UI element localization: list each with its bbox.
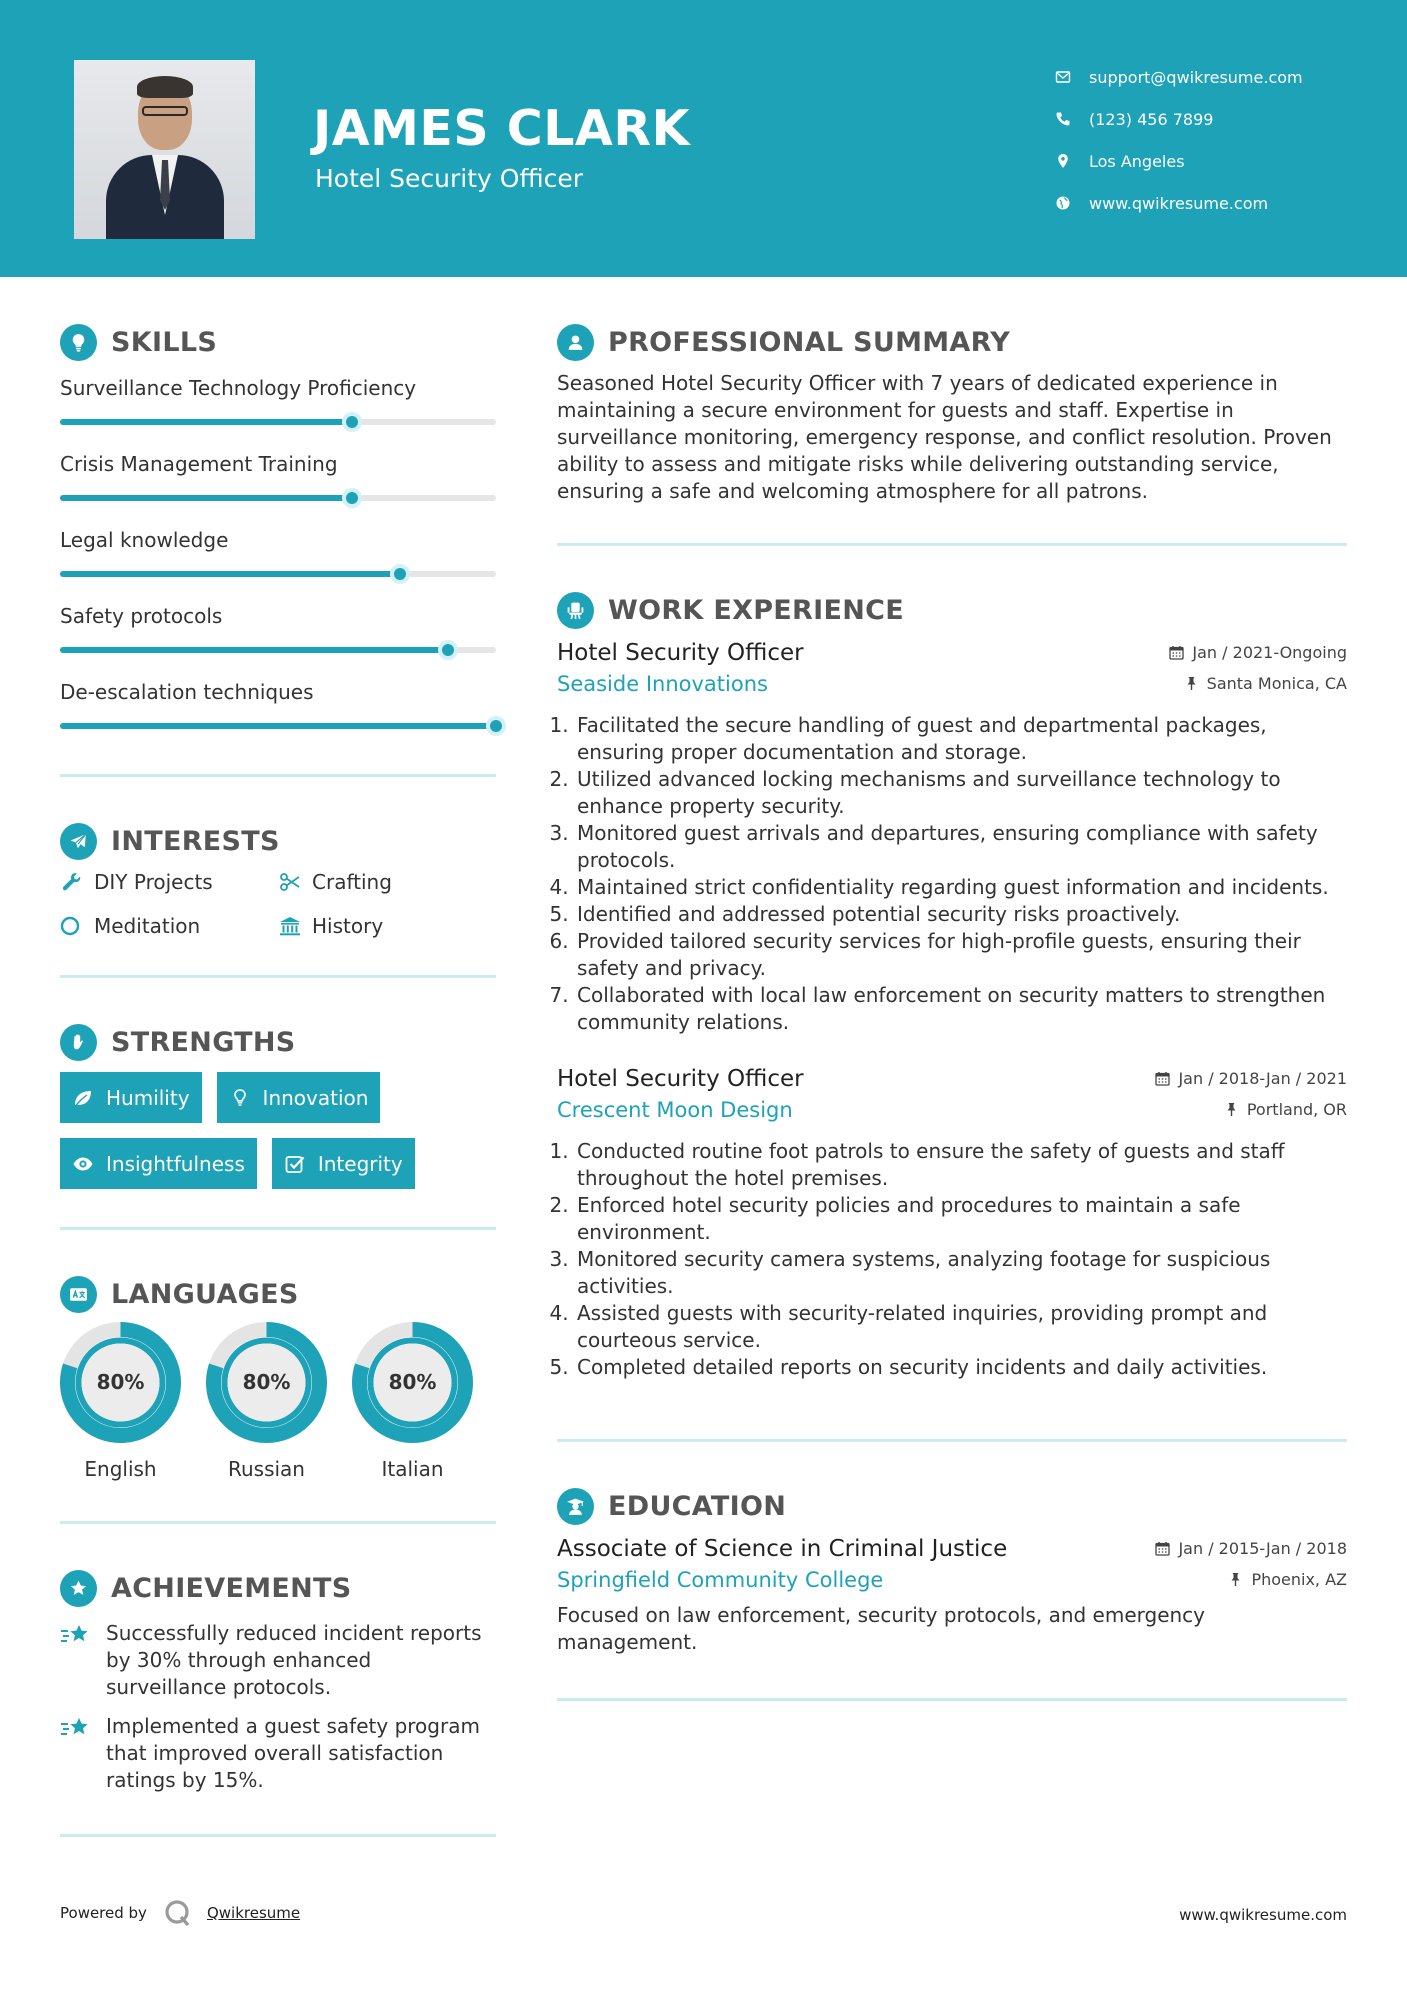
job-entry (557, 640, 1347, 1036)
language-donut (60, 1322, 181, 1443)
job-location (1184, 674, 1347, 693)
left-column (60, 320, 496, 1837)
education-title: EDUCATION (608, 1490, 787, 1522)
job-duty: 4. Maintained strict confidentiality regarding guest information and incidents. (575, 874, 1347, 901)
achievement-text: Successfully reduced incident reports by 30% through enhanced surveillance protocols. (106, 1621, 482, 1699)
languages-title: LANGUAGES (111, 1278, 299, 1310)
experience-title: WORK EXPERIENCE (608, 594, 904, 626)
hand-icon (60, 1024, 97, 1061)
strength-tag (60, 1138, 257, 1189)
check-square-icon (284, 1153, 306, 1175)
candidate-role: Hotel Security Officer (315, 164, 584, 193)
contact-website[interactable] (1055, 182, 1303, 224)
experience-heading (557, 588, 1347, 632)
summary-title: PROFESSIONAL SUMMARY (608, 326, 1011, 358)
achievement-item (60, 1713, 496, 1794)
star-badge-icon (60, 1570, 97, 1607)
globe-icon (1055, 195, 1089, 211)
language-percent: 80% (242, 1370, 291, 1394)
interest-label: Meditation (94, 914, 201, 938)
skill-item (60, 602, 496, 678)
right-column (557, 320, 1347, 1701)
lightbulb-icon (229, 1087, 251, 1109)
pushpin-icon (1224, 1102, 1239, 1117)
strength-label: Integrity (317, 1151, 403, 1176)
qwikresume-logo-icon (163, 1898, 193, 1928)
strength-label: Innovation (262, 1085, 369, 1110)
language-icon (60, 1276, 97, 1313)
interest-label: DIY Projects (94, 870, 213, 894)
job-location-text: Santa Monica, CA (1206, 674, 1347, 693)
language-item (206, 1322, 327, 1481)
achievement-text: Implemented a guest safety program that improved overall satisfaction ratings by 15%. (106, 1714, 480, 1792)
job-title: Hotel Security Officer (557, 640, 804, 666)
skill-item (60, 678, 496, 754)
language-item (60, 1322, 181, 1481)
skill-fill (60, 495, 352, 501)
education-heading (557, 1484, 1347, 1528)
skill-track (60, 495, 496, 501)
education-description: Focused on law enforcement, security protocols, and emergency management. (557, 1603, 1206, 1654)
skill-knob (342, 412, 362, 432)
strengths-list (60, 1072, 496, 1189)
job-duty: 1. Facilitated the secure handling of guest and departmental packages, ensuring proper documentation and storage. (575, 712, 1347, 766)
skill-item (60, 526, 496, 602)
skills-list (60, 374, 496, 754)
job-date-text: Jan / 2018-Jan / 2021 (1178, 1069, 1347, 1088)
calendar-icon (1155, 1541, 1170, 1556)
user-icon (557, 324, 594, 361)
interest-item (60, 913, 278, 939)
skill-fill (60, 647, 448, 653)
language-donut (206, 1322, 327, 1443)
achievements-title: ACHIEVEMENTS (111, 1572, 352, 1604)
achievements-heading (60, 1566, 496, 1610)
job-date-text: Jan / 2021-Ongoing (1192, 643, 1347, 662)
language-item (352, 1322, 473, 1481)
interest-item (278, 869, 496, 895)
scissors-icon (278, 870, 312, 894)
job-duty: 7. Collaborated with local law enforcement on security matters to strengthen community relations. (575, 982, 1347, 1036)
job-entry (557, 1066, 1347, 1381)
contact-website-text: www.qwikresume.com (1089, 193, 1269, 213)
job-company: Crescent Moon Design (557, 1098, 793, 1122)
job-duties (557, 712, 1347, 1036)
language-percent: 80% (96, 1370, 145, 1394)
contact-email[interactable] (1055, 56, 1303, 98)
skill-knob (438, 640, 458, 660)
job-date (1169, 643, 1347, 662)
contact-list (1055, 56, 1303, 224)
contact-phone[interactable] (1055, 98, 1303, 140)
skill-knob (342, 488, 362, 508)
language-percent: 80% (388, 1370, 437, 1394)
lightbulb-icon (60, 324, 97, 361)
job-duty: 2. Enforced hotel security policies and procedures to maintain a safe environment. (575, 1192, 1347, 1246)
job-duties (557, 1138, 1347, 1381)
skill-track (60, 647, 496, 653)
interest-item (278, 913, 496, 939)
strengths-title: STRENGTHS (111, 1026, 296, 1058)
education-location-text: Phoenix, AZ (1251, 1570, 1347, 1589)
job-duty: 5. Completed detailed reports on security incidents and daily activities. (575, 1354, 1347, 1381)
language-name: Italian (381, 1457, 444, 1481)
languages-list (60, 1322, 496, 1481)
skill-label: Crisis Management Training (60, 452, 338, 476)
skill-knob (486, 716, 506, 736)
contact-phone-text: (123) 456 7899 (1089, 109, 1214, 129)
interests-list (60, 869, 496, 939)
interests-heading (60, 819, 496, 863)
profile-photo (74, 60, 255, 239)
graduate-icon (557, 1488, 594, 1525)
calendar-icon (1155, 1071, 1170, 1086)
eye-icon (72, 1153, 94, 1175)
job-company: Seaside Innovations (557, 672, 768, 696)
achievement-item (60, 1620, 496, 1701)
interest-label: History (312, 914, 384, 938)
strengths-heading (60, 1020, 496, 1064)
paper-plane-icon (60, 823, 97, 860)
job-date (1155, 1069, 1347, 1088)
section-divider (60, 1834, 496, 1837)
shooting-star-icon (60, 1713, 106, 1747)
school-name: Springfield Community College (557, 1568, 884, 1592)
skill-label: Legal knowledge (60, 528, 229, 552)
museum-icon (278, 914, 312, 938)
interest-item (60, 869, 278, 895)
job-location-text: Portland, OR (1246, 1100, 1347, 1119)
job-duty: 5. Identified and addressed potential security risks proactively. (575, 901, 1347, 928)
contact-location (1055, 140, 1303, 182)
circle-icon (60, 914, 94, 938)
education-date (1155, 1539, 1347, 1558)
skill-label: De-escalation techniques (60, 680, 314, 704)
interest-label: Crafting (312, 870, 392, 894)
job-title: Hotel Security Officer (557, 1066, 804, 1092)
job-duty: 4. Assisted guests with security-related inquiries, providing prompt and courteous service. (575, 1300, 1347, 1354)
wrench-icon (60, 870, 94, 894)
contact-location-text: Los Angeles (1089, 151, 1185, 171)
skill-label: Surveillance Technology Proficiency (60, 376, 417, 400)
skill-track (60, 723, 496, 729)
education-location (1228, 1570, 1347, 1589)
job-location (1224, 1100, 1347, 1119)
phone-icon (1055, 111, 1089, 127)
strength-tag (272, 1138, 415, 1189)
skill-fill (60, 571, 400, 577)
briefcase-chair-icon (557, 592, 594, 629)
job-duty: 6. Provided tailored security services for high-profile guests, ensuring their safety and privacy. (575, 928, 1347, 982)
job-duty: 3. Monitored security camera systems, analyzing footage for suspicious activities. (575, 1246, 1347, 1300)
strength-tag (60, 1072, 202, 1123)
strength-tag (217, 1072, 381, 1123)
language-donut (352, 1322, 473, 1443)
education-entry (557, 1536, 1347, 1656)
degree-title: Associate of Science in Criminal Justice (557, 1536, 1008, 1562)
languages-heading (60, 1272, 496, 1316)
skill-track (60, 419, 496, 425)
interests-title: INTERESTS (111, 825, 280, 857)
skill-fill (60, 723, 496, 729)
skills-title: SKILLS (111, 326, 218, 358)
skills-heading (60, 320, 496, 364)
language-name: English (84, 1457, 157, 1481)
candidate-name: JAMES CLARK (313, 100, 691, 157)
summary-heading (557, 320, 1347, 364)
footer-website[interactable]: www.qwikresume.com (1179, 1906, 1347, 1924)
calendar-icon (1169, 645, 1184, 660)
skill-knob (390, 564, 410, 584)
job-duty: 1. Conducted routine foot patrols to ensure the safety of guests and staff throughout the hotel premises. (575, 1138, 1347, 1192)
skill-item (60, 374, 496, 450)
powered-by-text: Powered by (60, 1904, 147, 1922)
strength-label: Insightfulness (106, 1151, 245, 1176)
job-duty: 3. Monitored guest arrivals and departures, ensuring compliance with safety protocols. (575, 820, 1347, 874)
resume-header (0, 0, 1407, 277)
skill-track (60, 571, 496, 577)
skill-label: Safety protocols (60, 604, 223, 628)
pushpin-icon (1184, 676, 1199, 691)
skill-fill (60, 419, 352, 425)
leaf-icon (72, 1087, 94, 1109)
section-divider (557, 1698, 1347, 1701)
shooting-star-icon (60, 1620, 106, 1654)
contact-email-text: support@qwikresume.com (1089, 67, 1303, 87)
qwikresume-link[interactable]: Qwikresume (206, 1904, 301, 1922)
footer-powered-by (60, 1898, 300, 1928)
summary-text: Seasoned Hotel Security Officer with 7 years of dedicated experience in maintaining a secure environment for guests and staff. Expertise in surveillance monitoring, emergency response, and conflict resolution. Proven ability to assess and mitigate risks while delivering outstanding service, ensuring a safe and welcoming atmosphere for all patrons. (557, 371, 1332, 503)
job-duty: 2. Utilized advanced locking mechanisms and surveillance technology to enhance property security. (575, 766, 1347, 820)
education-date-text: Jan / 2015-Jan / 2018 (1178, 1539, 1347, 1558)
language-name: Russian (227, 1457, 305, 1481)
strength-label: Humility (106, 1085, 190, 1110)
envelope-icon (1055, 69, 1089, 85)
skill-item (60, 450, 496, 526)
pushpin-icon (1228, 1572, 1243, 1587)
map-pin-icon (1055, 153, 1089, 169)
